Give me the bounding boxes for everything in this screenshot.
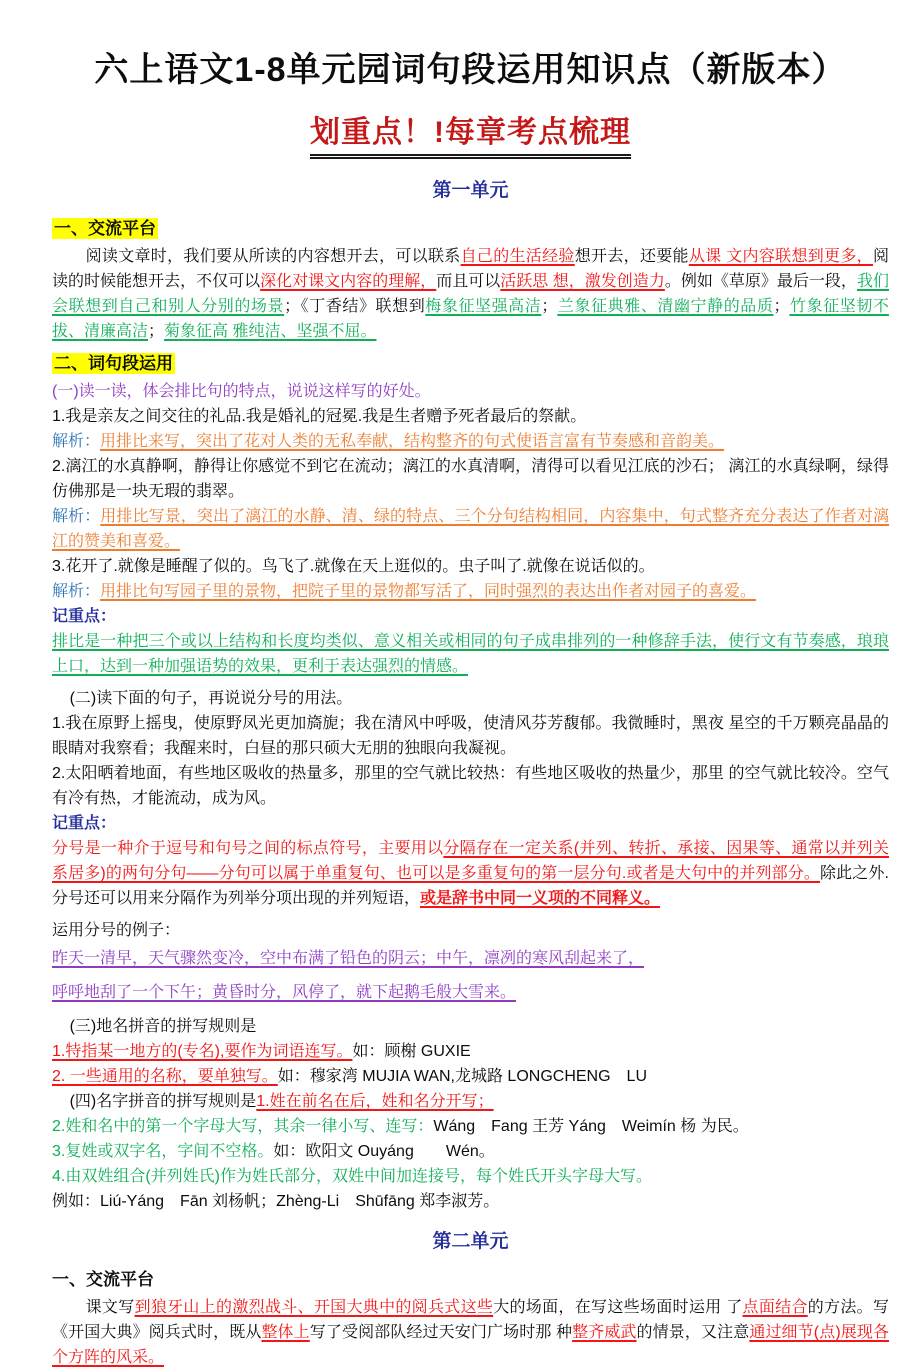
text-run: 阅读文章时，我们要从所读的内容想开去，可以联系 [85,248,461,265]
placename-rule-2 [52,1064,889,1089]
text-run: 呼呼地刮了一个下午；黄昏时分，风停了，就下起鹅毛般大雪来。 [52,984,517,1001]
text-run: 2.太阳晒着地面，有些地区吸收的热量多，那里的空气就比较热：有些地区吸收的热量少，那里 的空气就比较冷。空气有冷有热，才能流动，成为风。 [52,765,889,807]
text-run: 自己的生活经验 [460,248,575,265]
text-run: 2. 一些通用的名称，要单独写。 [52,1068,278,1085]
document-subtitle: 划重点！!每章考点梳理 [310,107,631,159]
example-sentence-1 [52,404,889,429]
document-subtitle-wrap [52,107,889,159]
analysis-1 [52,429,889,454]
unit-2-heading: 第二单元 [432,1231,509,1252]
text-run: 例如：Liú-Yáng Fān 刘杨帆；Zhèng-Li Shūfāng 郑李淑芳。 [52,1193,500,1210]
key-point-label-1 [52,604,889,629]
exercise-3-title [52,1014,889,1039]
text-run: ； [541,298,558,315]
text-run: 用排比来写，突出了花对人类的无私奉献，结构整齐的句式使语言富有节奏感和音韵美。 [100,433,725,450]
semicolon-sentence-2 [52,761,889,811]
paragraph-exchange-platform [52,244,889,344]
exercise-4-title [52,1089,889,1114]
text-run: 。例如《草原》最后一段， [664,273,857,290]
text-run: 如：穆家湾 MUJIA WAN,龙城路 LONGCHENG LU [277,1068,648,1085]
text-run: 的方法。写《开国大典》阅兵式时，既从 [52,1299,889,1341]
text-run: 一、交流平台 [54,219,156,238]
text-run: 1.姓在前名在后，姓和名分开写； [256,1093,494,1110]
text-run: ； [773,298,790,315]
text-run: 二、词句段运用 [54,354,173,373]
text-run: 3.花开了.就像是睡醒了似的。鸟飞了.就像在天上逛似的。虫子叫了.就像在说话似的。 [52,558,655,575]
text-run: 或是辞书中同一义项的不同释义。 [420,890,661,907]
text-run: 如：欧阳文 Ouyáng Wén。 [273,1143,495,1160]
text-run: 一、交流平台 [52,1270,154,1289]
text-run: 我们会联想到自己和别人分别的场景 [52,273,889,315]
analysis-3 [52,579,889,604]
key-point-semicolon-definition [52,836,889,911]
text-run: 昨天一清早，天气骤然变冷，空中布满了铅色的阴云；中午，凛冽的寒风刮起来了， [52,950,645,967]
section-header-exchange-platform [52,216,889,241]
text-run: 梅象征坚强高洁 [425,298,542,315]
placename-rule-1 [52,1039,889,1064]
text-run: 分隔存在一定关系(并列、转折、承接、因果等、通常以并列关系居多)的两句分句——分句可以属于单重复句、也可以是多重复句的第一层分句.或者是大句中的并列部分。 [52,840,889,882]
text-run: (二)读下面的句子，再说说分号的用法。 [69,690,353,707]
text-run: 分号是一种介于逗号和句号之间的标点符号，主要用以 [52,840,444,857]
text-run: 而且可以 [436,273,501,290]
text-run: 如：顾榭 GUXIE [352,1043,471,1060]
text-run: 写了受阅部队经过天安门广场时那 种 [309,1324,573,1341]
text-run: 排比是一种把三个或以上结构和长度均类似、意义相关或相同的句子成串排列的一种修辞手法，使行文有节奏感，琅琅上口，达到一种加强语势的效果，更利于表达强烈的情感。 [52,633,889,675]
text-run: 4.由双姓组合(并列姓氏)作为姓氏部分，双姓中间加连接号，每个姓氏开头字母大写。 [52,1168,653,1185]
text-run: Wáng Fang 王芳 Yáng Weimín 杨 为民。 [433,1118,749,1135]
text-run: 用排比写景，突出了漓江的水静、清、绿的特点、三个分句结构相同，内容集中，句式整齐充分表达了作者对漓江的赞美和喜爱。 [52,508,889,550]
name-rule-3 [52,1139,889,1164]
name-rule-example [52,1189,889,1214]
text-run: 活跃思 想，激发创造力 [500,273,665,290]
section-header-word-sentence-usage [52,351,889,376]
text-run: 课文写 [85,1299,135,1316]
text-run: 1.特指某一地方的(专名),要作为词语连写。 [52,1043,353,1060]
text-run: 点面结合 [742,1299,808,1316]
text-run: 整齐威武 [572,1324,637,1341]
text-run: ；《丁香结》联想到 [284,298,426,315]
text-run: 记重点： [52,608,117,625]
text-run: 除此之外.分号还可以用来分隔作为列举分项出现的并列短语， [52,865,889,907]
text-run: 从课 文内容联想到更多， [688,248,873,265]
text-run: 的情景，又注意 [636,1324,750,1341]
text-run: 3.复姓或双字名，字间不空格。 [52,1143,274,1160]
text-run: 解析： [52,583,101,600]
semicolon-sentence-1 [52,711,889,761]
semicolon-example-line-2 [52,980,889,1005]
document-title: 六上语文1-8单元园词句段运用知识点（新版本） [94,51,847,89]
text-run: 想开去，还要能 [574,248,689,265]
text-run: 整体上 [261,1324,310,1341]
text-run: 竹象征坚韧不拔、清廉高洁 [52,298,889,340]
semicolon-example-line-1 [52,946,889,971]
analysis-2 [52,504,889,554]
name-rule-4 [52,1164,889,1189]
text-run: 1.我是亲友之间交往的礼品.我是婚礼的冠冕.我是生者赠予死者最后的祭献。 [52,408,587,425]
name-rule-2 [52,1114,889,1139]
text-run: 菊象征高 雅纯洁、坚强不屈。 [164,323,377,340]
exercise-1-title [52,379,889,404]
text-run: ； [148,323,165,340]
text-run: 阅读的时候能想开去，不仅可以 [52,248,889,290]
unit-1-heading: 第一单元 [432,180,509,201]
unit-1 [52,175,889,1214]
text-run: 用排比句写园子里的景物，把院子里的景物都写活了，同时强烈的表达出作者对园子的喜爱。 [100,583,757,600]
text-run: 解析： [52,433,101,450]
section-header-exchange-platform-2 [52,1267,889,1292]
text-run: 记重点： [52,815,117,832]
text-run: 2.姓和名中的第一个字母大写，其余一律小写、连写： [52,1118,434,1135]
example-sentence-2 [52,454,889,504]
text-run: 大的场面，在写这些场面时运用 了 [493,1299,743,1316]
text-run: 通过细节(点)展现各个方阵的风采。 [52,1324,889,1366]
key-point-label-2 [52,811,889,836]
key-point-paibi-definition [52,629,889,679]
text-run: 到狼牙山上的激烈战斗、开国大典中的阅兵式这些 [134,1299,494,1316]
text-run: 1.我在原野上摇曳，使原野凤光更加旖旎；我在清风中呼吸，使清风芬芳馥郁。我微睡时，黑夜 星空的千万颗亮晶晶的眼睛对我察看；我醒来时，白昼的那只硕大无朋的独眼向我凝视。 [52,715,889,757]
text-run: 运用分号的例子： [52,922,181,939]
text-run: 深化对课文内容的理解， [260,273,437,290]
text-run: (四)名字拼音的拼写规则是 [69,1093,257,1110]
unit-2 [52,1226,889,1370]
semicolon-example-label [52,918,889,943]
text-run: 2.漓江的水真静啊，静得让你感觉不到它在流动；漓江的水真清啊，清得可以看见江底的沙石； 漓江的水真绿啊，绿得仿佛那是一块无瑕的翡翠。 [52,458,889,500]
text-run: (三)地名拼音的拼写规则是 [69,1018,257,1035]
paragraph-exchange-platform-2 [52,1295,889,1370]
text-run: (一)读一读，体会排比句的特点，说说这样写的好处。 [52,383,431,400]
text-run: 兰象征典雅、清幽宁静的品质 [557,298,774,315]
exercise-2-title [52,686,889,711]
text-run: 解析： [52,508,101,525]
example-sentence-3 [52,554,889,579]
